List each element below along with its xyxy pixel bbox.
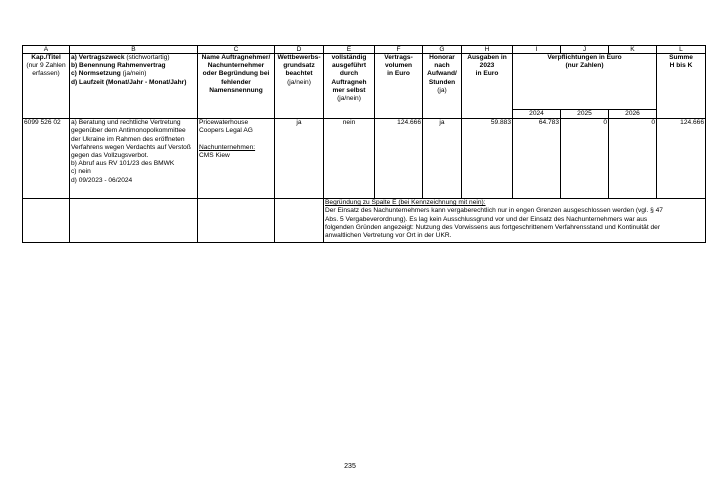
note-empty-b (70, 199, 198, 243)
cell-2024: 64.783 (513, 119, 561, 199)
cell-ausgaben: 59.883 (462, 119, 513, 199)
column-letter: G (423, 46, 462, 54)
cell-2025: 0 (561, 119, 609, 199)
header-wettbewerb: Wettbewerbs- grundsatz beachtet (ja/nein) (275, 54, 324, 119)
column-letter: F (375, 46, 423, 54)
cell-summe: 124.666 (657, 119, 706, 199)
column-letter: J (561, 46, 609, 54)
header-vertragsvolumen: Vertrags- volumen in Euro (375, 54, 423, 119)
cell-kap-titel: 6099 526 02 (23, 119, 70, 199)
note-empty-c (198, 199, 275, 243)
column-letter: H (462, 46, 513, 54)
table-row (23, 119, 706, 199)
cell-vollstaendig: nein (324, 119, 375, 199)
column-letter: I (513, 46, 561, 54)
cell-honorar: ja (423, 119, 462, 199)
header-ausgaben: Ausgaben in 2023 in Euro (462, 54, 513, 119)
page-number: 235 (344, 463, 356, 470)
column-letter-row (23, 46, 706, 54)
procurement-table (22, 45, 706, 243)
cell-auftragnehmer: Pricewaterhouse Coopers Legal AG Nachunternehmen: CMS Kiew (198, 119, 275, 199)
column-letter: A (23, 46, 70, 54)
note-empty-a (23, 199, 70, 243)
column-letter: L (657, 46, 706, 54)
header-kap-titel: Kap./Titel (nur 9 Zahlen erfassen) (23, 54, 70, 119)
header-vertragszweck: a) Vertragszweck (stichwortartig) b) Benennung Rahmenvertrag c) Normsetzung (ja/nein) d) Laufzeit (Monat/Jahr - Monat/Jahr) (70, 54, 198, 119)
header-verpflichtungen: Verpflichtungen in Euro (nur Zahlen) (513, 54, 657, 110)
header-vollstaendig: vollständig ausgeführt durch Auftragneh mer selbst (ja/nein) (324, 54, 375, 119)
cell-vertragszweck: a) Beratung und rechtliche Vertretung gegenüber dem Antimonopolkommittee der Ukraine im Rahmen des eröffneten Verfahrens wegen Verdachts auf Verstoß gegen das Vollzugsverbot. b) Abruf aus RV 101/23 des BMWK c) nein d) 09/2023 - 06/2024 (70, 119, 198, 199)
column-letter: D (275, 46, 324, 54)
column-letter: K (609, 46, 657, 54)
cell-vertragsvolumen: 124.666 (375, 119, 423, 199)
header-summe: Summe H bis K (657, 54, 706, 119)
column-letter: C (198, 46, 275, 54)
column-letter: B (70, 46, 198, 54)
header-row (23, 54, 706, 110)
header-auftragnehmer: Name Auftragnehmer/ Nachunternehmer oder Begründung bei fehlender Namensnennung (198, 54, 275, 119)
note-empty-d (275, 199, 324, 243)
note-title: Begründung zu Spalte E (bei Kennzeichnung mit nein): (325, 199, 486, 207)
year-2026: 2026 (609, 110, 657, 119)
column-letter: E (324, 46, 375, 54)
note-begruendung: Begründung zu Spalte E (bei Kennzeichnung mit nein): Der Einsatz des Nachunternehmers kann vergaberechtlich nur in engen Grenzen ausgeschlossen werden (vgl. § 47 Abs. 5 Vergabeverordnung). Es lag kein Ausschlussgrund vor und der Einsatz des Nachunternehmers war aus folgenden Gründen angezeigt: Nutzung des Vorwissens aus fortgeschrittenem Verfahrensstand und Kontinuität der anwaltlichen Vertretung vor Ort in der UKR. (324, 199, 706, 243)
header-honorar: Honorar nach Aufwand/ Stunden (ja) (423, 54, 462, 119)
cell-wettbewerb: ja (275, 119, 324, 199)
year-2024: 2024 (513, 110, 561, 119)
note-row (23, 199, 706, 243)
year-2025: 2025 (561, 110, 609, 119)
cell-2026: 0 (609, 119, 657, 199)
